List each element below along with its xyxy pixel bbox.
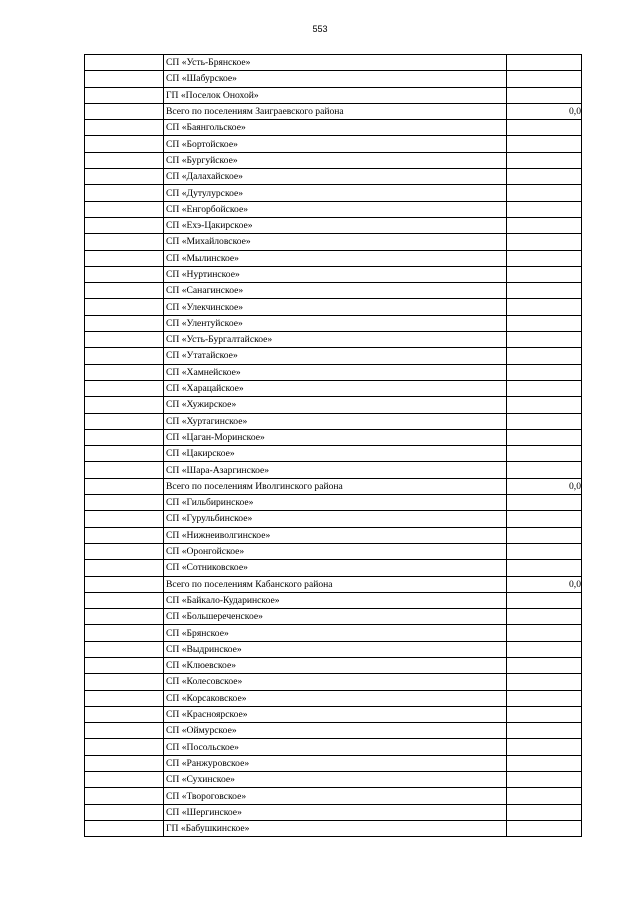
row-code-cell [85,804,164,820]
settlement-name-cell: СП «Сотниковское» [164,560,507,576]
row-code-cell [85,739,164,755]
table-row [85,299,582,315]
row-code-cell [85,788,164,804]
settlement-name-cell: СП «Корсаковское» [164,690,507,706]
row-code-cell [85,576,164,592]
amount-cell [507,592,582,608]
row-code-cell [85,755,164,771]
table-row [85,674,582,690]
table-row [85,560,582,576]
table-row [85,136,582,152]
row-code-cell [85,690,164,706]
row-code-cell [85,772,164,788]
amount-cell [507,87,582,103]
table-row [85,266,582,282]
row-code-cell [85,348,164,364]
row-code-cell [85,511,164,527]
row-code-cell [85,250,164,266]
table-row [85,625,582,641]
amount-cell [507,380,582,396]
amount-cell [507,609,582,625]
settlement-name-cell: СП «Усть-Бургалтайское» [164,332,507,348]
settlement-name-cell: СП «Колесовское» [164,674,507,690]
amount-cell [507,364,582,380]
settlement-name-cell: СП «Хужирское» [164,397,507,413]
row-code-cell [85,478,164,494]
table-row [85,723,582,739]
table-row [85,772,582,788]
row-code-cell [85,332,164,348]
amount-cell [507,283,582,299]
table-row [85,495,582,511]
amount-cell [507,543,582,559]
row-code-cell [85,723,164,739]
table-row [85,234,582,250]
amount-cell [507,348,582,364]
amount-cell [507,674,582,690]
settlement-name-cell: СП «Посольское» [164,739,507,755]
amount-cell [507,755,582,771]
settlement-name-cell: СП «Санагинское» [164,283,507,299]
table-row [85,120,582,136]
row-code-cell [85,413,164,429]
settlement-name-cell: СП «Мылинское» [164,250,507,266]
settlement-name-cell: СП «Енгорбойское» [164,201,507,217]
amount-cell [507,429,582,445]
settlement-name-cell: СП «Сухинское» [164,772,507,788]
row-code-cell [85,657,164,673]
settlement-name-cell: Всего по поселениям Иволгинского района [164,478,507,494]
settlement-name-cell: СП «Харацайское» [164,380,507,396]
row-code-cell [85,120,164,136]
amount-cell [507,234,582,250]
row-code-cell [85,185,164,201]
table-row [85,820,582,836]
table-row [85,55,582,71]
row-code-cell [85,609,164,625]
settlements-table [84,54,582,837]
table-row [85,543,582,559]
table-row [85,804,582,820]
settlement-name-cell: СП «Большереченское» [164,609,507,625]
table-row [85,462,582,478]
table-row [85,478,582,494]
settlement-name-cell: СП «Шабурское» [164,71,507,87]
table-row [85,527,582,543]
row-code-cell [85,527,164,543]
table-row [85,103,582,119]
settlement-name-cell: ГП «Поселок Онохой» [164,87,507,103]
row-code-cell [85,560,164,576]
amount-cell [507,136,582,152]
row-code-cell [85,87,164,103]
settlements-table-body [85,55,582,837]
table-row [85,739,582,755]
amount-cell [507,120,582,136]
amount-cell: 0,0 [507,576,582,592]
amount-cell [507,462,582,478]
table-row [85,364,582,380]
table-row [85,429,582,445]
table-row [85,87,582,103]
settlement-name-cell: ГП «Бабушкинское» [164,820,507,836]
amount-cell [507,152,582,168]
row-code-cell [85,706,164,722]
table-row [85,315,582,331]
table-row [85,283,582,299]
amount-cell: 0,0 [507,478,582,494]
table-row [85,71,582,87]
row-code-cell [85,641,164,657]
row-code-cell [85,446,164,462]
settlement-name-cell: СП «Байкало-Кударинское» [164,592,507,608]
amount-cell [507,71,582,87]
amount-cell [507,739,582,755]
table-row [85,511,582,527]
settlement-name-cell: СП «Выдринское» [164,641,507,657]
table-row [85,217,582,233]
row-code-cell [85,592,164,608]
amount-cell [507,495,582,511]
table-row [85,169,582,185]
table-row [85,413,582,429]
amount-cell [507,217,582,233]
table-row [85,609,582,625]
row-code-cell [85,364,164,380]
amount-cell [507,788,582,804]
settlement-name-cell: СП «Утатайское» [164,348,507,364]
amount-cell [507,820,582,836]
page-number: 553 [312,24,328,34]
amount-cell [507,446,582,462]
settlement-name-cell: СП «Цакирское» [164,446,507,462]
table-row [85,332,582,348]
table-row [85,690,582,706]
table-row [85,397,582,413]
settlement-name-cell: СП «Хуртагинское» [164,413,507,429]
row-code-cell [85,674,164,690]
settlement-name-cell: СП «Бортойское» [164,136,507,152]
amount-cell [507,315,582,331]
settlement-name-cell: СП «Дутулурское» [164,185,507,201]
amount-cell [507,772,582,788]
settlement-name-cell: СП «Баянгольское» [164,120,507,136]
amount-cell: 0,0 [507,103,582,119]
row-code-cell [85,462,164,478]
row-code-cell [85,315,164,331]
settlement-name-cell: СП «Улекчинское» [164,299,507,315]
amount-cell [507,413,582,429]
row-code-cell [85,283,164,299]
row-code-cell [85,380,164,396]
row-code-cell [85,234,164,250]
row-code-cell [85,397,164,413]
table-row [85,576,582,592]
row-code-cell [85,429,164,445]
table-row [85,152,582,168]
settlement-name-cell: СП «Твороговское» [164,788,507,804]
settlement-name-cell: СП «Бургуйское» [164,152,507,168]
amount-cell [507,185,582,201]
settlement-name-cell: СП «Оронгойское» [164,543,507,559]
table-row [85,706,582,722]
amount-cell [507,690,582,706]
row-code-cell [85,136,164,152]
amount-cell [507,299,582,315]
row-code-cell [85,266,164,282]
amount-cell [507,706,582,722]
row-code-cell [85,217,164,233]
amount-cell [507,657,582,673]
settlement-name-cell: СП «Шара-Азаргинское» [164,462,507,478]
amount-cell [507,804,582,820]
settlement-name-cell: Всего по поселениям Заиграевского района [164,103,507,119]
settlement-name-cell: СП «Ехэ-Цакирское» [164,217,507,233]
settlement-name-cell: СП «Брянское» [164,625,507,641]
row-code-cell [85,201,164,217]
settlement-name-cell: СП «Гильбиринское» [164,495,507,511]
table-row [85,755,582,771]
table-row [85,592,582,608]
settlement-name-cell: СП «Гурульбинское» [164,511,507,527]
row-code-cell [85,152,164,168]
amount-cell [507,560,582,576]
table-row [85,250,582,266]
settlement-name-cell: СП «Далахайское» [164,169,507,185]
amount-cell [507,332,582,348]
amount-cell [507,250,582,266]
table-row [85,185,582,201]
amount-cell [507,266,582,282]
settlement-name-cell: СП «Ранжуровское» [164,755,507,771]
table-row [85,657,582,673]
amount-cell [507,511,582,527]
row-code-cell [85,820,164,836]
amount-cell [507,169,582,185]
amount-cell [507,397,582,413]
row-code-cell [85,169,164,185]
row-code-cell [85,625,164,641]
settlement-name-cell: СП «Нижнеиволгинское» [164,527,507,543]
amount-cell [507,55,582,71]
table-row [85,380,582,396]
amount-cell [507,201,582,217]
amount-cell [507,625,582,641]
settlement-name-cell: СП «Шергинское» [164,804,507,820]
table-row [85,446,582,462]
settlement-name-cell: СП «Усть-Брянское» [164,55,507,71]
table-row [85,201,582,217]
settlement-name-cell: СП «Оймурское» [164,723,507,739]
table-row [85,641,582,657]
row-code-cell [85,71,164,87]
row-code-cell [85,495,164,511]
amount-cell [507,527,582,543]
table-row [85,788,582,804]
table-row [85,348,582,364]
settlement-name-cell: СП «Клюевское» [164,657,507,673]
row-code-cell [85,299,164,315]
amount-cell [507,641,582,657]
settlement-name-cell: Всего по поселениям Кабанского района [164,576,507,592]
settlement-name-cell: СП «Хамнейское» [164,364,507,380]
settlement-name-cell: СП «Цаган-Моринское» [164,429,507,445]
settlement-name-cell: СП «Нуртинское» [164,266,507,282]
settlement-name-cell: СП «Михайловское» [164,234,507,250]
settlement-name-cell: СП «Красноярское» [164,706,507,722]
amount-cell [507,723,582,739]
row-code-cell [85,543,164,559]
row-code-cell [85,55,164,71]
row-code-cell [85,103,164,119]
settlement-name-cell: СП «Улентуйское» [164,315,507,331]
